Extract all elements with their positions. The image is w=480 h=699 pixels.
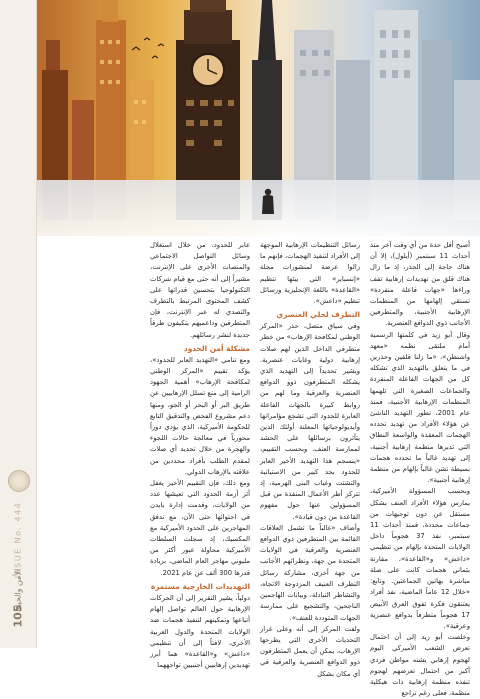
article-column-1	[370, 240, 471, 698]
body-paragraph: ومع تنامي «التهديد العابر للحدود»، يؤكد تقييم «المركز الوطني لمكافحة الإرهاب» أهمية الجهود الرامية إلى منع تسلل الإرهابيين عن طريق البر أو البحر أو الجو، ومنها دعم مشروع الفحص والتدقيق التابع للحكومة الأميركية، الذي يؤدي دوراً محورياً في معالجة حالات اللجوء والهجرة من خلال تحديد أي صلات لمقدم الطلب بأفراد محددين من علاقته بالإرهاب الدولي.	[150, 355, 250, 476]
page-number: 105	[11, 604, 25, 628]
article-column-4	[44, 240, 140, 644]
body-paragraph: وفي سياق متصل، حذر «المركز الوطني لمكافحة الإرهاب» من خطر متطرفي الداخل الذين لهم صلات إرهابية دولية وغايات عنصرية. ويشير تحديداً إلى التهديد الذي يشكله المتطرفون ذوو الدوافع العنصرية والعرقية وما لهم من روابط كبيرة بالجهات الفاعلة العابرة للحدود التي تشجع مؤامراتها وأيديولوجياتها المعلنة أولئك الذين يتأثرون برسائلها على الحشد لممارسة العنف. وبحسب التقييم، «ينسجم هذا التهديد الأخير العابر للحدود بحد كبير من الاستيانية والتشتت وغياب البنى الهرمية، إذ تتركز أطر الأعمال المنفذة من قبل المسؤولين عنها حول مفهوم القاعدة من دون قيادة».	[260, 322, 360, 521]
section-title: الأمن والحياة	[13, 568, 23, 612]
body-paragraph: وبحسب المسؤولة الأميركية، يمارس هؤلاء الأفراد العنف بشكل مستقل عن دون توجيهات من جماعات محددة، فمنذ أحداث 11 سبتمبر، نفذ 37 هجوماً داخل الولايات المتحدة بإلهام من تنظيمي «داعش» و«القاعدة»، مقارنة بثماني هجمات كانت على صلة مباشرة بهاتين الجماعتين. وتابع: «خلال 12 عاماً الماضية، نفذ أفراد يعتنقون فكرة تفوق العرق الأبيض 17 هجوماً متطرفاً بدوافع عنصرية وعرقية».	[370, 487, 471, 630]
section-heading: التهديدات الخارجية مستمرة	[150, 581, 250, 591]
body-paragraph: أصبح أقل حدة من أي وقت آخر منذ أحداث 11 سبتمبر (أيلول)، إلا أن هناك حاجة إلى الحذر، إذ ما زال هناك قلق من تهديدات إرهابية تقف وراءها «جهات فاعلة منفردة» تستقي إلهامها من المنظمات الإرهابية الأجنبية، والمتطرفين الأجانب ذوي الدوافع العنصرية.	[370, 241, 470, 328]
magazine-emblem-icon	[8, 470, 30, 492]
article-column-2	[260, 240, 360, 678]
article-column-3	[150, 240, 250, 670]
body-paragraph: وأضاف «غالباً ما تشمل العلاقات القائمة بين المتطرفين ذوي الدوافع العنصرية والعرقية في الولايات المتحدة من جهة، ونظرائهم الأجانب من جهة أخرى، مشاركة رسائل التطرف العنيف المزدوجة الاتجاه، والتشاطر التبادلة، وبيانات الهاجمين الناجحين، والتشجيع على ممارسة الجهات المتوددة للعنف».	[260, 523, 360, 622]
body-paragraph: دولياً، يشير التقرير إلى أن الحركات الإرهابية حول العالم تواصل إلهام أتباعها وتمكينهم لتنفيذ هجمات ضد الولايات المتحدة والدول الغربية الأخرى، لافتاً إلى أن تنظيمي «داعش» و«القاعدة» هما أبرز تهديدين إرهابيين أجنبيين تواجههما	[150, 593, 250, 670]
article-body	[38, 240, 474, 698]
body-paragraph: وقال أبو زيد في كلمتها الرسمية أمام ملتقى نظمه «معهد واشنطن»، «ما زلنا قلقين وحذرين في ما يتعلق بالتهديد الذي تشكله كل من الجهات الفاعلة المنفردة والجماعات الصغيرة التي تلهمها المنظمات الإرهابية الأجنبية، فمنذ عام 2001، تطور التهديد الناشئ عن هؤلاء الأفراد من تهديد تحدده الهجمات المعقدة والواسعة النطاق التي تديرها منظمة إرهابية أجنبية، إلى تهديد غالباً ما تحدده هجمات بسيطة تشن غالباً بإلهام من منظمة إرهابية أجنبية».	[370, 330, 470, 485]
body-paragraph: ولفت المركز إلى أنه وعلى غرار التحديات الأخرى التي يطرحها الإرهاب، يمكن أن يعمل المتطرفون ذوو الدوافع العنصرية والعرقية في أي مكان بشكل	[260, 624, 360, 678]
body-paragraph: ومع ذلك، فإن التقييم الأخير يغفل أثر أزمة الحدود التي تعيشها عدد من الولايات، وقدمت إدارة بايدن في احتوائها حتى الآن، مع تدفق المهاجرين على الحدود الأميركية مع المكسيك، إذ سجلت السلطات الأميركية محاولة عبور أكثر من مليوني مهاجر العام الماضي، بزيادة قدرها 300 ألف عن عام 2021.	[150, 479, 250, 577]
section-heading: التطرف لحلي العنصري	[276, 310, 360, 320]
body-paragraph: رسائل التنظيمات الإرهابية الموجهة إلى الأفراد لتنفيذ الهجمات، فإنهم ما زالوا عرضة لمنشورات مجلة «إنسباير» التي يبثها تنظيم «القاعدة» باللغة الإنجليزية ورسائل تنظيم «داعش».	[260, 241, 360, 306]
body-paragraph: وخلصت أبو زيد إلى أن احتمال تعرض الشعب الأميركي اليوم لهجوم إرهابي يشنه مواطن فردي أكبر من احتمال تعرضهم لهجوم تنفذه منظمة إرهابية ذات هيكلية منظمة، فعلى رغم تراجع	[370, 633, 470, 698]
section-heading: مشكلة أمن الحدود	[183, 343, 250, 353]
body-paragraph: عابر للحدود، من خلال استغلال وسائل التواصل الاجتماعي والمنصات الأخرى على الإنترنت، مشيراً إلى أنه حتى مع قيام شركات التكنولوجيا بتحسين قدراتها على كشف المحتوى المرتبط بالتطرف والتصدي له عبر الإنترنت، فإن المتطرفين وداعميهم يتكيفون طرقاً جديدة لنشر رسائلهم.	[150, 241, 250, 339]
page-sidebar	[0, 0, 37, 648]
hero-illustration	[36, 0, 480, 236]
issue-number: ISSUE No. 444	[13, 501, 23, 579]
